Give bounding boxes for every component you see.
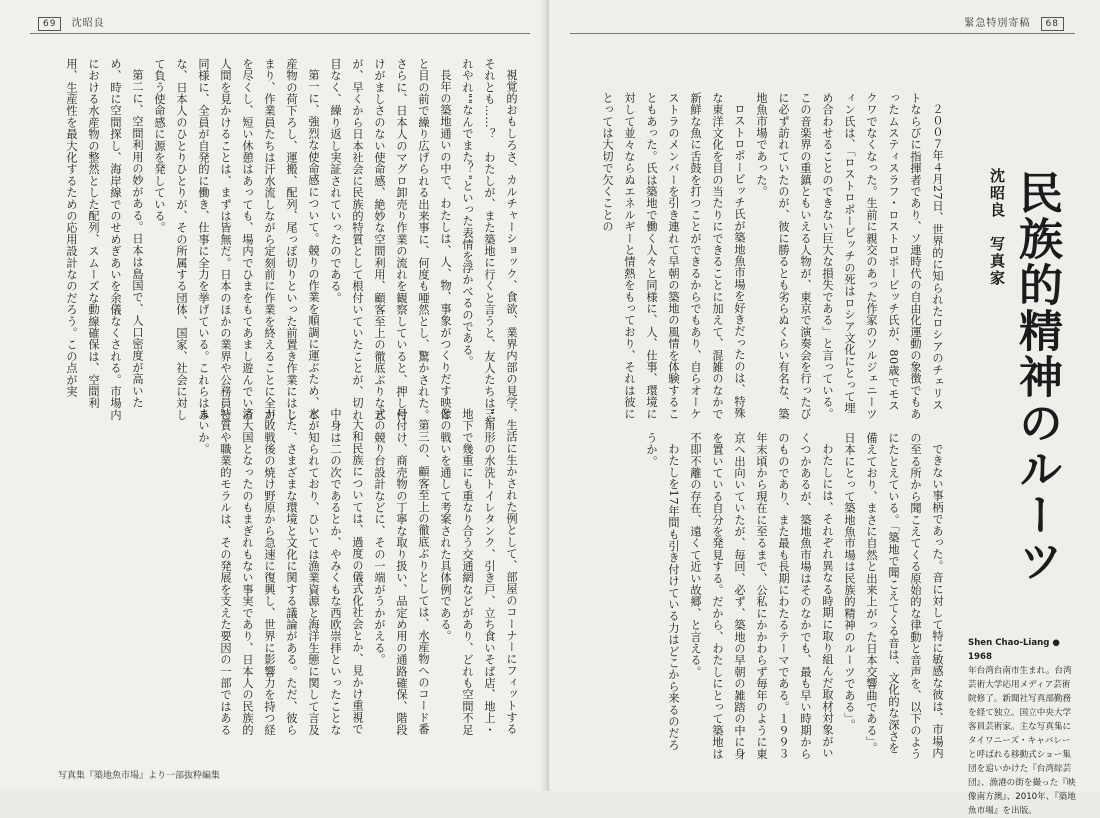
left-top-paragraph: 長年の築地通いの中で、わたしは、人、物、事象がつくりだす映像と目の前で繰り広げられる出来事に、何度も唖然とし、驚かされた。さらに、日本人のマグロ卸売り作業の流れを観察していると、押し付けがましさのない使命感、絶妙な空間利用、顧客至上の徹底ぶりなどが、早くから日本社会に民族的特質として根付いていたことが、切れ目なく、繰り返し実証されていったのである。 <box>329 58 452 421</box>
right-top-paragraph: ２００７年４月27日、世界的に知られたロシアのチェリストならびに指揮者であり、ソ連時代の自由化運動の象徴でもあったムスティスラフ・ロストロポービッチ氏が、80歳でモスクワでなくなった。生前に親交のあった作家のソルジェニーツィン氏は、「ロストロポービッチの死はロシア文化にとって埋め合わせることのできない巨大な損失である」と言っている。この音楽界の重鎮ともいえる人物が、東京で演奏会を行ったびに必ず訪れていたのが、彼に勝るとも劣らぬくらい有名な、築地魚市場であった。 <box>755 92 944 420</box>
left-bottom-paragraph: 大和民族については、過度の儀式化社会とか、見かけ重視で中身は二の次であるとか、やみくもな西欧崇拝といったことなどが知られており、ひいては漁業資源と海洋生態に関して言及した、さまざまな環境と文化に関する議論がある。ただ、彼らが敗戦後の焼け野原から急速に復興し、世界に影響力を持つ経済大国となったのもまぎれもない事実であり、日本人の民族的特質や職業的モラルは、その発展を支えた要因の一部ではあるまいか。 <box>197 408 364 736</box>
bio-text: 年台湾台南市生まれ。台湾芸術大学応用メディア芸術院修了。新聞社写真部勤務を経て独立。国立中央大学客員芸術家。主な写真集にタイワニーズ・キャバレーと呼ばれる移動式ショー集団を追いかけた『台湾綜芸団』、漁港の街を撮った『映像南方澳』、2010年、『築地魚市場』を出版。 <box>968 666 1076 816</box>
left-page-number: 69 <box>38 17 61 31</box>
right-top-text-block <box>588 92 948 422</box>
right-bottom-paragraph: わたしを17年間も引き付けている力はどこから来るのだろうか。 <box>645 432 680 751</box>
left-top-text-block <box>48 58 522 430</box>
left-top-paragraph: 第二に、空間利用の妙がある。日本は島国で、人口密度が高いため、時に空間探し、海岸線でのせめぎあいを余儀なくされる。市場内における水産物の整然とした配列、スムーズな動線確保は、空間利用、生産性を最大化するための応用設計なのだろう。この点が実 <box>65 58 144 421</box>
article-title: 民族的精神のルーツ <box>1011 170 1062 584</box>
left-bottom-text-block <box>176 408 522 746</box>
photo-caption: 写真集『築地魚市場』より一部抜粋編集 <box>58 771 221 781</box>
left-bottom-paragraph: 第三の、顧客至上の徹底ぶりとしては、水産物へのコード番号付け、商売物の丁寧な取り扱い、品定め用の通路確保、階段式の競り台設計などに、その一端がうかがえる。 <box>373 408 430 736</box>
right-page-number: 68 <box>1041 17 1064 31</box>
left-top-paragraph: 視覚的おもしろさ、カルチャーショック、食欲、業界内部の見学、それとも……？ わたしが、また築地に行くと言うと、友人たちは"やれやれ""なんでまた？"といった表情を浮かべるのである。 <box>461 58 518 427</box>
left-running-header: 沈昭良 <box>71 18 105 29</box>
left-bottom-paragraph: 生活に生かされた例として、部屋のコーナーにフィットする三角形の水洗トイレタンク、引き戸、立ち食いそば店、地上・地下で幾重にも重なり合う交通網などがあり、どれも空間不足との戦いを通して考案された具体例である。 <box>439 408 518 736</box>
right-bottom-paragraph: できない事柄であった。音に対して特に敏感な彼は、市場内の至る所から聞こえてくる原始的な律動と音声を、以下のようにたとえている。「築地で聞こえてくる音は、文化的な深さを備えており、まさに自然と出来上がった日本交響曲である」。日本にとって築地魚市場は民族的精神のルーツである」。 <box>843 432 944 760</box>
left-page-header <box>32 14 105 31</box>
left-header-rule <box>30 33 530 34</box>
right-page-header <box>964 14 1070 31</box>
bio-name: Shen Chao-Liang ● 1968 <box>968 638 1060 662</box>
article-author: 沈昭良 写真家 <box>988 168 1006 287</box>
right-running-header: 緊急特別寄稿 <box>964 18 1031 29</box>
left-page <box>0 0 547 791</box>
left-top-paragraph: 第一に、強烈な使命感について。競りの作業を順調に運ぶため、水産物の荷下ろし、運搬、配列、尾っぽ切りといった前置き作業にはじまり、作業員たちは汗水流しながら定刻前に作業を終えることに全力を尽くし、短い休憩はあっても、場内でひまをもてあまし遊んでいる人間を見かけることは、まずは皆無だ。日本のほかの業界や公務員と同様に、全員が自発的に働き、仕事に全力を挙げている。これらはみな、日本人のひとりひとりが、その所属する団体、国家、社会に対して負う使命感に源を発している。 <box>153 58 320 421</box>
right-bottom-paragraph: わたしには、それぞれ異なる時期に取り組んだ取材対象がいくつかあるが、築地魚市場はそのなかでも、最も早い時期からのものであり、また最も長期にわたるテーマである。１９９３年末頃から現在に至るまで、公私にかかわらず毎年のように東京へ出向いていたが、毎回、必ず、築地の早朝の雑踏の中に身を置いている自分を発見する。だから、わたしにとって築地は不即不離の存在、遠くて近い故郷、と言える。 <box>689 432 834 760</box>
right-header-rule <box>570 33 1075 34</box>
right-top-paragraph: ロストロポービッチ氏が築地魚市場を好きだったのは、特殊な東洋文化を目の当たりにできることに加えて、混雑のなかで新鮮な魚に舌鼓を打つことができるからでもあり、自らオーケストラのメンバーを引き連れて早朝の築地の風情を体験することもあった。氏は築地で働く人々と同様に、人、仕事、環境に対して並々ならぬエネルギーと情熱をもっており、それは彼にとっては大切で欠くことの <box>601 92 746 420</box>
right-bottom-text-block <box>588 432 948 762</box>
